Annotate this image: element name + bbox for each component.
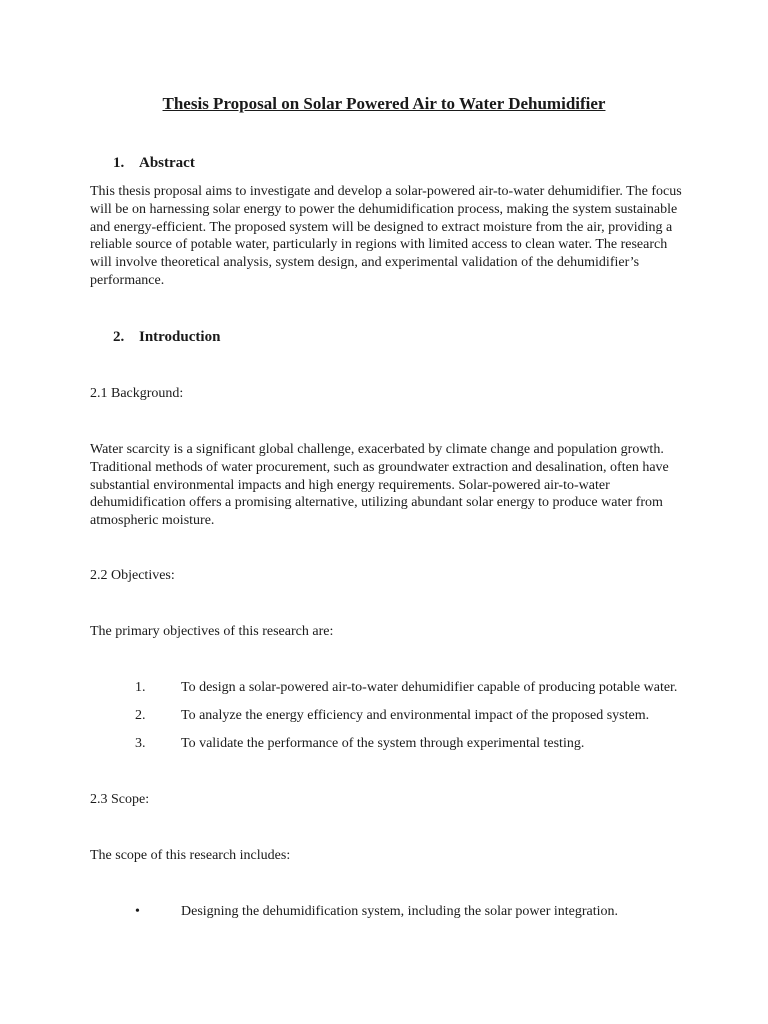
objectives-label: 2.2 Objectives: (90, 568, 175, 583)
background-body: Water scarcity is a significant global challenge, exacerbated by climate change and population growth. Traditional methods of water procurement, such as groundwater extraction and desalination, often have substantial environmental impacts and high energy requirements. Solar-powered air-to-water dehumidification offers a promising alternative, utilizing abundant solar energy to produce water from atmospheric moisture. (90, 442, 669, 529)
document-title: Thesis Proposal on Solar Powered Air to Water Dehumidifier (162, 94, 606, 113)
abstract-heading-text: Abstract (139, 155, 195, 171)
list-marker: 3. (135, 736, 146, 751)
list-item-text: To analyze the energy efficiency and environmental impact of the proposed system. (181, 708, 650, 723)
list-marker: 1. (135, 680, 146, 695)
abstract-body: This thesis proposal aims to investigate and develop a solar-powered air-to-water dehumidifier. The focus will be on harnessing solar energy to power the dehumidification process, making the system sustainable and energy-efficient. The proposed system will be designed to extract moisture from the air, providing a reliable source of potable water, particularly in regions with limited access to clean water. The research will involve theoretical analysis, system design, and experimental validation of the dehumidifier’s performance. (90, 184, 682, 288)
background-label: 2.1 Background: (90, 386, 184, 401)
scope-label: 2.3 Scope: (90, 792, 150, 807)
scope-intro: The scope of this research includes: (90, 848, 291, 863)
bullet-marker: • (135, 904, 140, 919)
list-item-text: Designing the dehumidification system, including the solar power integration. (181, 904, 619, 919)
list-marker: 2. (135, 708, 146, 723)
introduction-heading-text: Introduction (139, 329, 221, 345)
introduction-number: 2. (113, 329, 125, 345)
abstract-heading (113, 153, 195, 173)
introduction-heading (113, 327, 220, 347)
objectives-intro: The primary objectives of this research are: (90, 624, 334, 639)
list-item-text: To design a solar-powered air-to-water dehumidifier capable of producing potable water. (181, 680, 678, 695)
list-item-text: To validate the performance of the system through experimental testing. (181, 736, 585, 751)
abstract-number: 1. (113, 155, 125, 171)
